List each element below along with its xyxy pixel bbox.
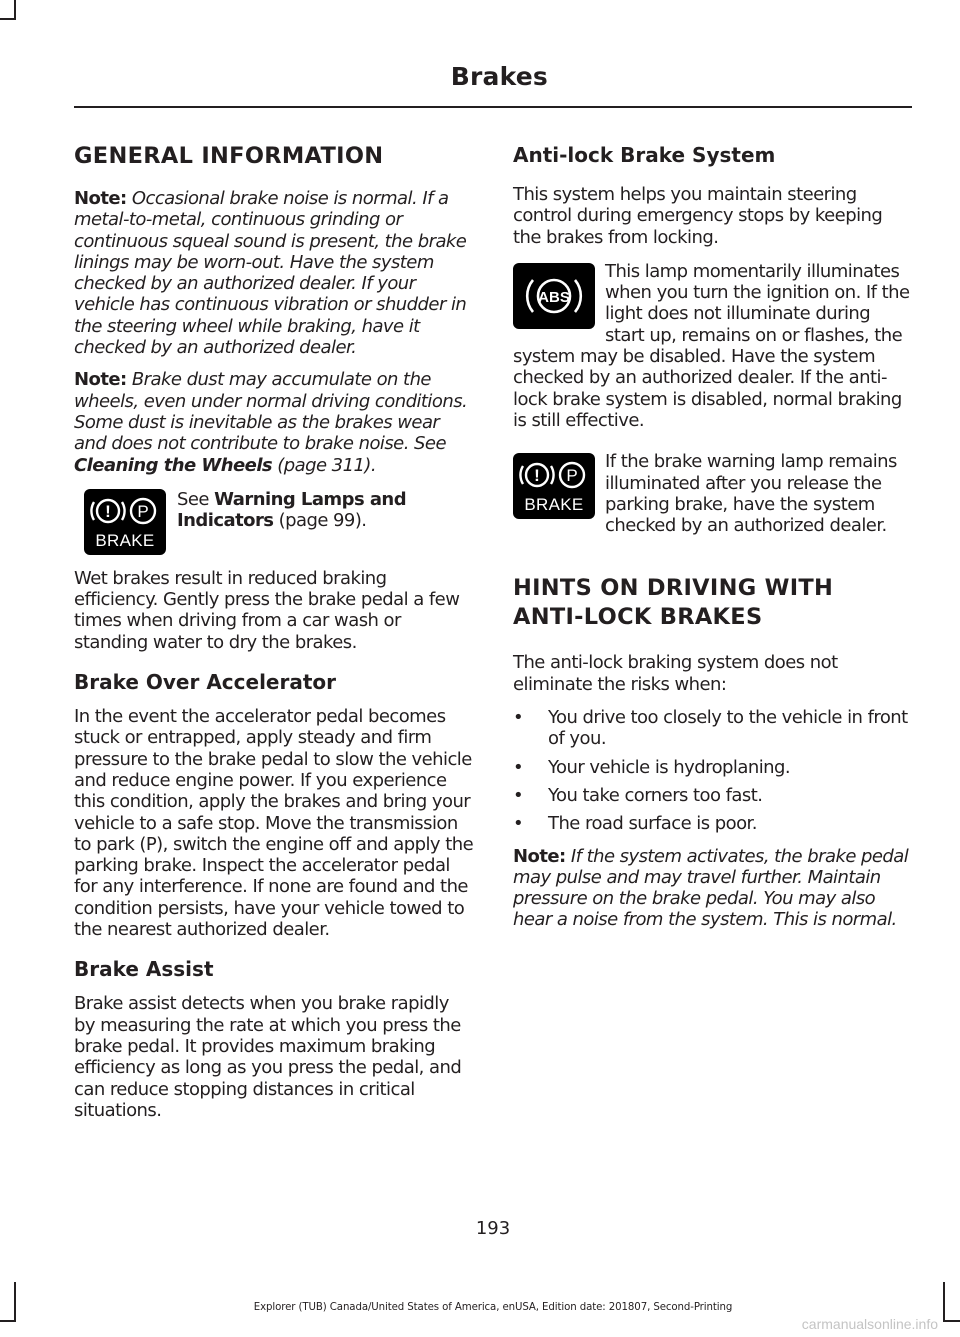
general-information-heading: GENERAL INFORMATION bbox=[74, 143, 384, 169]
page-number: 193 bbox=[475, 1218, 511, 1239]
list-item bbox=[513, 707, 913, 750]
park-glyph: P bbox=[566, 466, 578, 486]
brake-warning-lamp bbox=[513, 453, 595, 519]
warning-glyph: ! bbox=[105, 501, 111, 521]
bullet: • bbox=[513, 784, 524, 806]
hints-heading-line-1: HINTS ON DRIVING WITH bbox=[513, 575, 834, 602]
brake-over-accelerator-heading: Brake Over Accelerator bbox=[74, 670, 337, 695]
brake-label: BRAKE bbox=[95, 530, 155, 550]
warning-glyph: ! bbox=[534, 466, 540, 486]
list-item-text: The road surface is poor. bbox=[548, 813, 757, 835]
brake-assist-paragraph: Brake assist detects when you brake rapidly by measuring the rate at which you press the brake pedal. It provides maximum braking efficiency as long as you press the pedal, and can reduce stopping distances in critical situations. bbox=[74, 993, 462, 1121]
abs-warning-lamp bbox=[513, 263, 595, 329]
watermark: carmanualsonline.info bbox=[801, 1316, 938, 1332]
note-label: Note: bbox=[74, 369, 127, 391]
anti-lock-brake-system-heading: Anti-lock Brake System bbox=[513, 143, 776, 167]
hints-intro-paragraph: The anti-lock braking system does not eliminate the risks when: bbox=[513, 652, 838, 695]
note-text: Brake dust may accumulate on the wheels, even under normal driving conditions. Some dust is inevitable as the brakes wear and does not contribute to brake noise. See bbox=[74, 369, 468, 455]
list-item bbox=[513, 757, 913, 778]
right-column bbox=[513, 142, 913, 931]
hints-heading-line-2: ANTI-LOCK BRAKES bbox=[513, 604, 763, 631]
brake-warning-lamp bbox=[84, 489, 166, 555]
brake-label: BRAKE bbox=[524, 495, 584, 515]
brake-warning-icon bbox=[84, 489, 166, 555]
list-item-text: You drive too closely to the vehicle in front of you. bbox=[548, 707, 908, 750]
abs-icon bbox=[513, 263, 595, 329]
cleaning-wheels-link[interactable]: Cleaning the Wheels bbox=[74, 454, 273, 476]
note-text: Occasional brake noise is normal. If a metal-to-metal, continuous grinding or continuous squeal sound is present, the brake linings may be worn-out. Have the system checked by an authorized dealer. If your vehicle has continuous vibration or shudder in the steering wheel while braking, have it checked by an authorized dealer. bbox=[74, 188, 467, 359]
page-title: Brakes bbox=[450, 62, 548, 91]
page-reference: (page 99). bbox=[278, 510, 367, 532]
list-item-text: You take corners too fast. bbox=[548, 784, 763, 806]
brake-lamp-block bbox=[513, 451, 913, 536]
list-item bbox=[513, 813, 913, 834]
left-column bbox=[74, 142, 474, 1121]
page-reference: (page 311). bbox=[277, 454, 377, 476]
note-label: Note: bbox=[513, 845, 566, 867]
abs-intro-paragraph: This system helps you maintain steering control during emergency stops by keeping the brakes from locking. bbox=[513, 184, 883, 248]
warning-lamps-reference bbox=[74, 489, 474, 559]
note-brake-dust bbox=[74, 369, 474, 475]
bullet: • bbox=[513, 813, 524, 835]
park-glyph: P bbox=[137, 501, 149, 521]
abs-lamp-paragraph: This lamp momentarily illuminates when you turn the ignition on. If the light does not illuminate during start up, remains on or flashes, the system may be disabled. Have the system checked by an authorized dealer. If the anti-lock brake system is disabled, normal braking is still effective. bbox=[513, 260, 910, 431]
warning-lamps-link[interactable]: Warning Lamps and Indicators bbox=[177, 488, 407, 532]
hints-heading bbox=[513, 574, 913, 632]
wet-brakes-paragraph: Wet brakes result in reduced braking efficiency. Gently press the brake pedal a few times when driving from a car wash or standing water to dry the brakes. bbox=[74, 567, 460, 653]
crop-mark bbox=[943, 1320, 960, 1322]
list-item bbox=[513, 785, 913, 806]
header-divider bbox=[74, 106, 912, 108]
bullet: • bbox=[513, 756, 524, 778]
note-label: Note: bbox=[74, 188, 127, 209]
abs-label: ABS bbox=[538, 288, 570, 306]
crop-mark bbox=[0, 18, 16, 20]
bullet: • bbox=[513, 707, 524, 729]
edition-footer: Explorer (TUB) Canada/United States of America, enUSA, Edition date: 201807, Second-Printing bbox=[253, 1302, 733, 1313]
brake-over-accelerator-paragraph: In the event the accelerator pedal becomes stuck or entrapped, apply steady and firm pressure to the brake pedal to slow the vehicle and reduce engine power. If you experience this condition, apply the brakes and bring your vehicle to a safe stop. Move the transmission to park (P), switch the engine off and apply the parking brake. Inspect the accelerator pedal for any interference. If none are found and the condition persists, have your vehicle towed to the nearest authorized dealer. bbox=[74, 706, 474, 941]
note-system-activates bbox=[513, 846, 913, 931]
risk-list bbox=[513, 707, 913, 834]
brake-warning-icon bbox=[513, 453, 595, 519]
brake-assist-heading: Brake Assist bbox=[74, 957, 214, 982]
crop-mark bbox=[14, 0, 16, 18]
abs-lamp-block bbox=[513, 261, 913, 431]
note-text: If the system activates, the brake pedal may pulse and may travel further. Maintain pressure on the brake pedal. You may also hear a noise from the system. This is normal. bbox=[513, 845, 909, 931]
see-prefix: See bbox=[177, 488, 209, 510]
note-brake-noise bbox=[74, 188, 474, 358]
list-item-text: Your vehicle is hydroplaning. bbox=[548, 756, 791, 778]
crop-mark bbox=[0, 1320, 16, 1322]
brake-lamp-paragraph: If the brake warning lamp remains illuminated after you release the parking brake, have the system checked by an authorized dealer. bbox=[605, 451, 897, 537]
